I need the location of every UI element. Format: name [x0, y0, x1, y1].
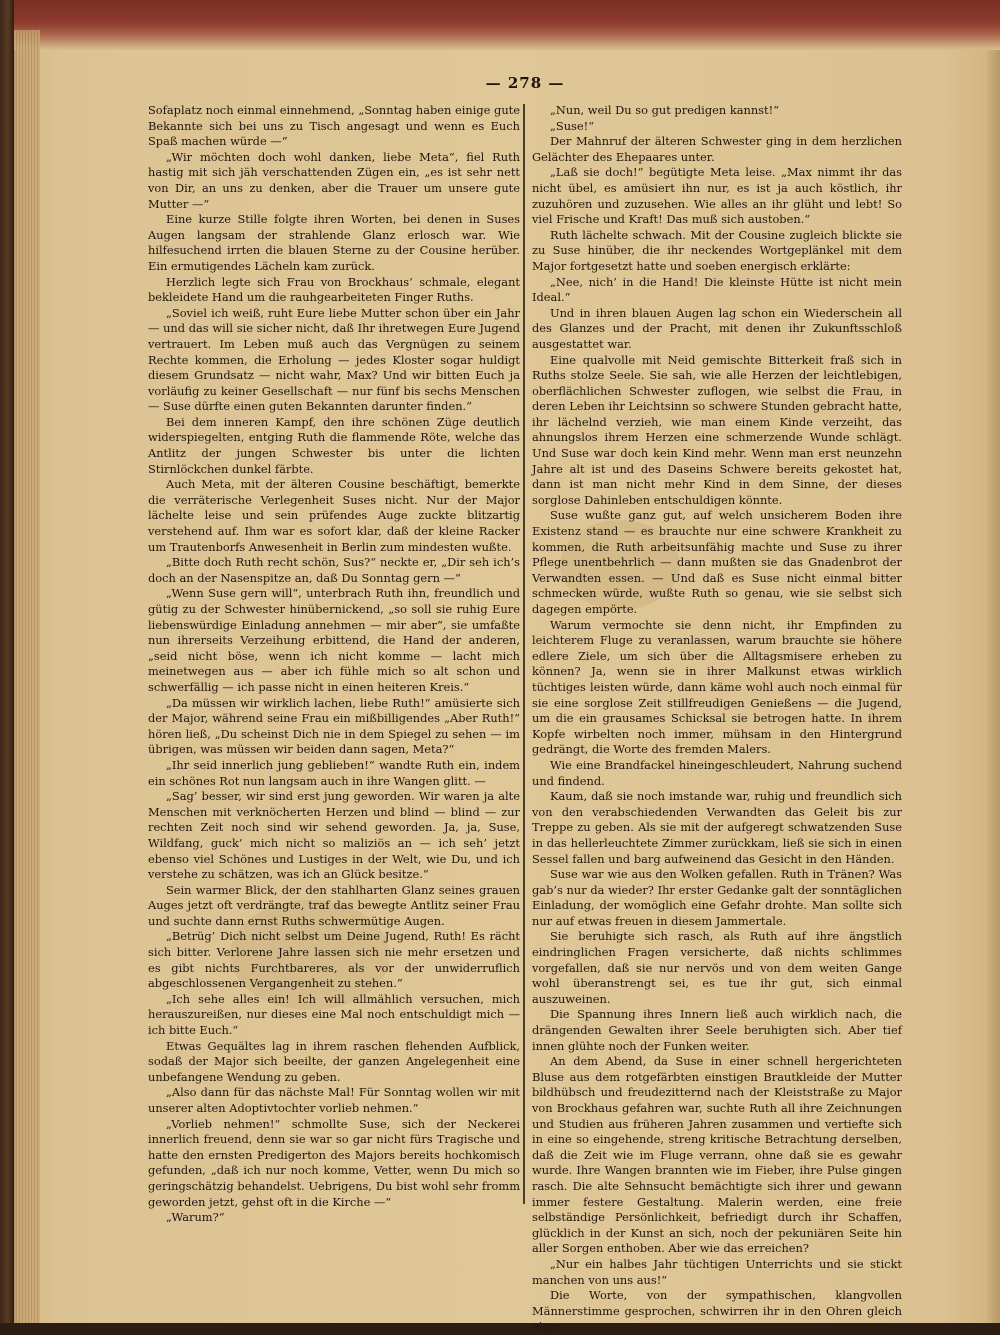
- paragraph: Der Mahnruf der älteren Schwester ging in dem herzlichen Gelächter des Ehepaares unter.: [532, 134, 902, 164]
- paragraph: Suse war wie aus den Wolken gefallen. Ruth in Tränen? Was gab’s nur da wieder? Ihr erster Gedanke galt der sonntäglichen Einladung, der womöglich eine Gefahr drohte. Man sollte sich nur auf etwas freuen in diesem Jammertale.: [532, 867, 902, 928]
- paragraph: „Betrüg’ Dich nicht selbst um Deine Jugend, Ruth! Es rächt sich bitter. Verlorene Jahre lassen sich nie mehr ersetzen und es gibt nichts Furchtbareres, als vor der unwiderruflich abgeschlossenen Vergangenheit zu stehen.“: [148, 929, 520, 991]
- book-page-stack: [14, 30, 40, 1323]
- paragraph: Die Worte, von der sympathischen, klangvollen Männerstimme gesprochen, schwirren ihr in den Ohren gleich einer: [532, 1288, 902, 1334]
- paragraph: „Nun, weil Du so gut predigen kannst!“: [550, 103, 780, 117]
- paragraph: Warum vermochte sie denn nicht, ihr Empfinden zu leichterem Fluge zu veranlassen, warum brauchte sie höhere edlere Ziele, um sich über die Alltagsmisere erheben zu können? Ja, wenn sie in ihrer Malkunst etwas wirklich tüchtiges leisten würde, dann käme wohl auch noch einmal für sie eine sorglose Zeit stillfreudigen Genießens — die Jugend, um die ein grausames Schicksal sie betrogen hatte. In ihrem Kopfe wirbelten noch immer, mühsam in den Hintergrund gedrängt, die Worte des fremden Malers.: [532, 617, 902, 757]
- paragraph: „Nur ein halbes Jahr tüchtigen Unterrichts und sie stickt manchen von uns aus!“: [532, 1256, 902, 1287]
- paragraph: „Nee, nich’ in die Hand! Die kleinste Hütte ist nicht mein Ideal.“: [532, 274, 902, 305]
- paragraph: „Also dann für das nächste Mal! Für Sonntag wollen wir mit unserer alten Adoptivtochter vorlieb nehmen.“: [148, 1085, 520, 1115]
- paragraph: „Soviel ich weiß, ruht Eure liebe Mutter schon über ein Jahr — und das will sie sicher nicht, daß Ihr ihretwegen Eure Jugend vertrauert. Im Leben muß auch das Vergnügen zu seinem Rechte kommen, die Erholung — jedes Kloster sogar huldigt diesem Grundsatz — nicht wahr, Max? Und wir bitten Euch ja vorläufig zu keiner Gesellschaft — nur fünf bis sechs Menschen — Suse dürfte einen guten Bekannten darunter finden.“: [148, 305, 520, 414]
- paragraph: Sie beruhigte sich rasch, als Ruth auf ihre ängstlich eindringlichen Fragen versicherte, daß nichts schlimmes vorgefallen, daß sie nur nervös und von dem weiten Gange wohl überanstrengt sei, es tue ihr gut, sich einmal auszuweinen.: [532, 929, 902, 1006]
- paragraph: „Sag’ besser, wir sind erst jung geworden. Wir waren ja alte Menschen mit verknöcherten Herzen und blind — blind — zur rechten Zeit noch sind wir sehend geworden. Ja, ja, Suse, Wildfang, guck’ mich nicht so maliziös an — ich seh’ jetzt ebenso viel Schönes und Lustiges in der Welt, wie Du, und ich verstehe zu schätzen, was ich an Glück besitze.“: [148, 789, 520, 882]
- paragraph: „Ihr seid innerlich jung geblieben!“ wandte Ruth ein, indem ein schönes Rot nun langsam auch in ihre Wangen glitt. —: [148, 757, 520, 788]
- page-number: — 278 —: [485, 74, 565, 92]
- paragraph: Eine kurze Stille folgte ihren Worten, bei denen in Suses Augen langsam der strahlende Glanz erlosch war. Wie hilfesuchend irrten die blauen Sterne zu der Cousine herüber. Ein ermutigendes Lächeln kam zurück.: [148, 212, 520, 273]
- paragraph: „Wir möchten doch wohl danken, liebe Meta“, fiel Ruth hastig mit sich jäh verschattenden Zügen ein, „es ist sehr nett von Dir, an uns zu denken, aber die Trauer um unsere gute Mutter —“: [148, 149, 520, 211]
- paragraph: Sofaplatz noch einmal einnehmend, „Sonntag haben einige gute Bekannte sich bei uns zu Tisch angesagt und wenn es Euch Spaß machen würde —“: [148, 103, 520, 149]
- paragraph: Suse wußte ganz gut, auf welch unsicherem Boden ihre Existenz stand — es brauchte nur eine schwere Krankheit zu kommen, die Ruth arbeitsunfähig machte und Suse zu ihrer Pflege unentbehrlich — dann mußten sie das Gnadenbrot der Verwandten essen. — Und daß es Suse nicht einmal bitter schmecken würde, wußte Ruth so genau, wie sie selbst sich dagegen empörte.: [532, 508, 902, 616]
- paragraph: „Laß sie doch!“ begütigte Meta leise. „Max nimmt ihr das nicht übel, es amüsiert ihn nur, es ist ja auch köstlich, ihr zuzuhören und zuzusehen. Wie alles an ihr glüht und lebt! So viel Frische und Kraft! Das muß sich austoben.“: [532, 165, 902, 227]
- paragraph: „Bitte doch Ruth recht schön, Sus?“ neckte er, „Dir seh ich’s doch an der Nasenspitze an, daß Du Sonntag gern —“: [148, 555, 520, 585]
- paragraph: Und in ihren blauen Augen lag schon ein Wiederschein all des Glanzes und der Pracht, mit denen ihr Zukunftsschloß ausgestattet war.: [532, 305, 902, 351]
- paragraph: Die Spannung ihres Innern ließ auch wirklich nach, die drängenden Gewalten ihrer Seele beruhigten sich. Aber tief innen glühte noch der Funken weiter.: [532, 1007, 902, 1053]
- paragraph: „Warum?“: [166, 1210, 225, 1225]
- paragraph: Sein warmer Blick, der den stahlharten Glanz seines grauen Auges jetzt oft verdrängte, traf das bewegte Antlitz seiner Frau und suchte dann ernst Ruths schwermütige Augen.: [148, 882, 520, 928]
- paragraph: Eine qualvolle mit Neid gemischte Bitterkeit fraß sich in Ruths stolze Seele. Sie sah, wie alle Herzen der leichtlebigen, oberflächlichen Schwester zuflogen, wie selbst die Frau, in deren Leben ihr Leichtsinn so schwere Stunden gebracht hatte, ihr lächelnd verzieh, wie man einem Kinde verzeiht, das ahnungslos ihrem Herzen eine schmerzende Wunde schlägt. Und Suse war doch kein Kind mehr. Wenn man erst neunzehn Jahre alt ist und des Daseins Schwere bereits gekostet hat, dann ist man nicht mehr Kind in dem Sinne, der dieses sorglose Dahinleben entschuldigen könnte.: [532, 352, 902, 507]
- column-divider: [523, 104, 525, 1204]
- paragraph: An dem Abend, da Suse in einer schnell hergerichteten Bluse aus dem rotgefärbten einstigen Brautkleide der Mutter bildhübsch und freudezitternd nach der Kleiststraße zu Major von Brockhaus gefahren war, suchte Ruth all ihre Zeichnungen und Studien aus früheren Jahren zusammen und vertiefte sich in eine so eingehende, streng kritische Betrachtung derselben, daß die Zeit wie im Fluge verrann, ohne daß sie es gewahr wurde. Ihre Wangen brannten wie im Fieber, ihre Pulse gingen rasch. Die alte Sehnsucht bemächtigte sich ihrer und gewann immer festere Gestaltung. Malerin werden, eine freie selbständige Persönlichkeit, befriedigt durch ihr Schaffen, glücklich in der Kunst an sich, noch der pekuniären Seite hin aller Sorgen enthoben. Aber wie das erreichen?: [532, 1054, 902, 1256]
- paragraph: Wie eine Brandfackel hineingeschleudert, Nahrung suchend und findend.: [532, 757, 902, 788]
- text-column-left: [148, 103, 520, 1225]
- text-column-right: [532, 103, 902, 1334]
- paragraph: „Ich sehe alles ein! Ich will allmählich versuchen, mich herauszureißen, nur dieses eine Mal noch entschuldigt mich — ich bitte Euch.“: [148, 991, 520, 1038]
- paragraph: Ruth lächelte schwach. Mit der Cousine zugleich blickte sie zu Suse hinüber, die ihr neckendes Wortgeplänkel mit dem Major fortgesetzt hatte und soeben energisch erklärte:: [532, 227, 902, 273]
- book-top-edge: [14, 0, 1000, 50]
- paragraph: „Wenn Suse gern will“, unterbrach Ruth ihn, freundlich und gütig zu der Schwester hinübernickend, „so soll sie ruhig Eure liebenswürdige Einladung annehmen — mir aber“, sie umfaßte nun ihrerseits Verzeihung erbittend, die Hand der anderen, „seid nicht böse, wenn ich nicht komme — lacht mich meinetwegen aus — aber ich fühle mich so alt schon und schwerfällig — ich passe nicht in einen heiteren Kreis.“: [148, 586, 520, 694]
- paragraph: Bei dem inneren Kampf, den ihre schönen Züge deutlich widerspiegelten, entging Ruth die flammende Röte, welche das Antlitz der jungen Schwester bis unter die lichten Stirnlöckchen dunkel färbte.: [148, 414, 520, 476]
- paragraph: Kaum, daß sie noch imstande war, ruhig und freundlich sich von den verabschiedenden Verwandten das Geleit bis zur Treppe zu geben. Als sie mit der aufgeregt schwatzenden Suse in das hellerleuchtete Zimmer zurückkam, ließ sie sich in einen Sessel fallen und barg aufweinend das Gesicht in den Händen.: [532, 789, 902, 866]
- paragraph: „Da müssen wir wirklich lachen, liebe Ruth!“ amüsierte sich der Major, während seine Frau ein mißbilligendes „Aber Ruth!“ hören ließ, „Du scheinst Dich nie in dem Spiegel zu sehen — im übrigen, was müssen wir beiden dann sagen, Meta?“: [148, 695, 520, 757]
- paragraph: Etwas Gequältes lag in ihrem raschen flehenden Aufblick, sodaß der Major sich beeilte, der ganzen Angelegenheit eine unbefangene Wendung zu geben.: [148, 1038, 520, 1084]
- paragraph: Auch Meta, mit der älteren Cousine beschäftigt, bemerkte die verräterische Verlegenheit Suses nicht. Nur der Major lächelte leise und sein prüfendes Auge zuckte blitzartig verstehend auf. Ihm war es sofort klar, daß der kleine Racker um Trautenborfs Anwesenheit in Berlin zum mindesten wußte.: [148, 477, 520, 554]
- paragraph: „Suse!“: [550, 118, 595, 133]
- paragraph: Herzlich legte sich Frau von Brockhaus’ schmale, elegant bekleidete Hand um die rauhgearbeiteten Finger Ruths.: [148, 274, 520, 305]
- paragraph: „Vorlieb nehmen!“ schmollte Suse, sich der Neckerei innerlich freuend, denn sie war so gar nicht fürs Tragische und hatte den ernsten Predigerton des Majors bereits hochkomisch gefunden, „daß ich nur noch komme, Vetter, wenn Du mich so geringschätzig behandelst. Uebrigens, Du bist wohl sehr fromm geworden jetzt, gehst oft in die Kirche —“: [148, 1116, 520, 1209]
